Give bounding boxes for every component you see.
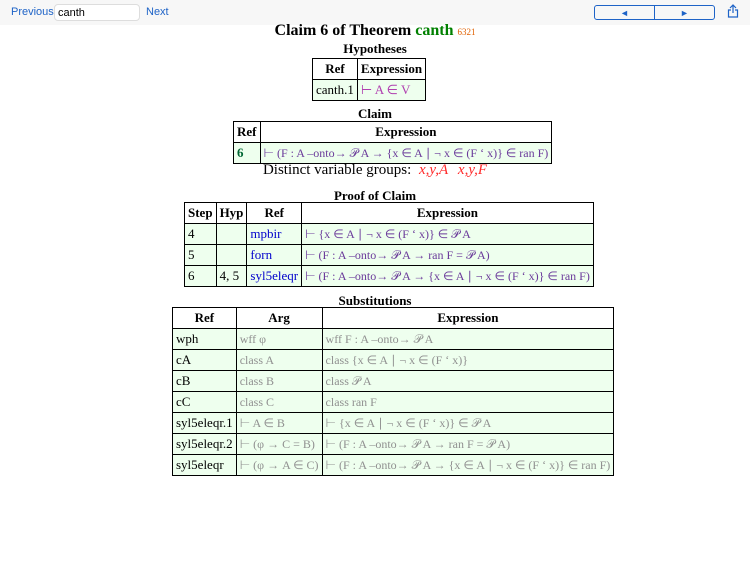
col-hyp: Hyp — [216, 203, 247, 224]
claim-expression: ⊢ (F : A –onto→ 𝒫 A → {x ∈ A ∣ ¬ x ∈ (F ‘ x)} ∈ ran F) — [260, 143, 552, 164]
table-row — [185, 245, 594, 266]
proof-ref-link[interactable]: mpbir — [247, 224, 302, 245]
proof-expression: ⊢ (F : A –onto→ 𝒫 A → {x ∈ A ∣ ¬ x ∈ (F ‘ x)} ∈ ran F) — [302, 266, 594, 287]
col-expression: Expression — [357, 59, 425, 80]
table-row — [173, 392, 614, 413]
subst-expression: ⊢ (F : A –onto→ 𝒫 A → ran F = 𝒫 A) — [322, 434, 614, 455]
table-row — [173, 350, 614, 371]
subst-expression: class {x ∈ A ∣ ¬ x ∈ (F ‘ x)} — [322, 350, 614, 371]
back-arrow-icon[interactable]: ◄ — [595, 6, 655, 19]
hyp-expression: ⊢ A ∈ V — [357, 80, 425, 101]
col-expression: Expression — [322, 308, 614, 329]
distinct-variable-groups — [0, 162, 750, 179]
proof-expression: ⊢ (F : A –onto→ 𝒫 A → ran F = 𝒫 A) — [302, 245, 594, 266]
claim-heading: Claim — [358, 106, 392, 121]
distinct-group-2: x,y,F — [457, 162, 488, 178]
claim-ref: 6 — [234, 143, 261, 164]
distinct-label: Distinct variable groups: — [262, 162, 412, 178]
proof-expression: ⊢ {x ∈ A ∣ ¬ x ∈ (F ‘ x)} ∈ 𝒫 A — [302, 224, 594, 245]
theorem-number: 6321 — [457, 27, 476, 37]
subst-ref: syl5eleqr — [173, 455, 237, 476]
table-row — [173, 413, 614, 434]
table-row — [173, 455, 614, 476]
subst-expression: class 𝒫 A — [322, 371, 614, 392]
proof-step: 4 — [185, 224, 217, 245]
proof-step: 5 — [185, 245, 217, 266]
subst-ref: wph — [173, 329, 237, 350]
subst-expression: ⊢ (F : A –onto→ 𝒫 A → {x ∈ A ∣ ¬ x ∈ (F ‘ x)} ∈ ran F) — [322, 455, 614, 476]
page-title — [0, 22, 750, 40]
hyp-ref: canth.1 — [313, 80, 358, 101]
subst-ref: cA — [173, 350, 237, 371]
title-prefix: Claim 6 of Theorem — [274, 22, 412, 39]
subst-expression: ⊢ {x ∈ A ∣ ¬ x ∈ (F ‘ x)} ∈ 𝒫 A — [322, 413, 614, 434]
col-ref: Ref — [234, 122, 261, 143]
subst-arg: class C — [236, 392, 322, 413]
substitutions-table — [172, 307, 614, 476]
table-row — [173, 434, 614, 455]
col-expression: Expression — [302, 203, 594, 224]
subst-expression: class ran F — [322, 392, 614, 413]
proof-ref-link[interactable]: syl5eleqr — [247, 266, 302, 287]
subst-ref: cC — [173, 392, 237, 413]
subst-expression: wff F : A –onto→ 𝒫 A — [322, 329, 614, 350]
table-row — [234, 143, 552, 164]
col-ref: Ref — [313, 59, 358, 80]
proof-hyp — [216, 245, 247, 266]
col-arg: Arg — [236, 308, 322, 329]
proof-table — [184, 202, 594, 287]
proof-hyp — [216, 224, 247, 245]
hypotheses-table — [312, 58, 426, 101]
col-expression: Expression — [260, 122, 552, 143]
share-icon[interactable] — [727, 4, 739, 18]
table-row — [173, 329, 614, 350]
subst-ref: syl5eleqr.2 — [173, 434, 237, 455]
subst-arg: ⊢ (φ → A ∈ C) — [236, 455, 322, 476]
forward-arrow-icon[interactable]: ► — [680, 7, 689, 18]
col-ref: Ref — [173, 308, 237, 329]
proof-heading: Proof of Claim — [333, 188, 417, 203]
table-row — [185, 224, 594, 245]
history-segmented-control — [594, 5, 715, 20]
subst-arg: wff φ — [236, 329, 322, 350]
col-ref: Ref — [247, 203, 302, 224]
search-input[interactable] — [54, 4, 140, 21]
table-row — [185, 266, 594, 287]
substitutions-heading: Substitutions — [338, 293, 412, 308]
subst-ref: cB — [173, 371, 237, 392]
subst-arg: ⊢ (φ → C = B) — [236, 434, 322, 455]
claim-table — [233, 121, 552, 164]
theorem-name[interactable]: canth — [415, 22, 454, 39]
subst-arg: ⊢ A ∈ B — [236, 413, 322, 434]
previous-link[interactable]: Previous — [11, 6, 54, 18]
subst-arg: class A — [236, 350, 322, 371]
table-row — [173, 371, 614, 392]
proof-hyp: 4, 5 — [216, 266, 247, 287]
proof-step: 6 — [185, 266, 217, 287]
distinct-group-1: x,y,A — [419, 162, 449, 178]
hypotheses-heading: Hypotheses — [343, 41, 407, 56]
col-step: Step — [185, 203, 217, 224]
subst-ref: syl5eleqr.1 — [173, 413, 237, 434]
subst-arg: class B — [236, 371, 322, 392]
next-link[interactable]: Next — [146, 6, 169, 18]
proof-ref-link[interactable]: forn — [247, 245, 302, 266]
table-row — [313, 80, 426, 101]
